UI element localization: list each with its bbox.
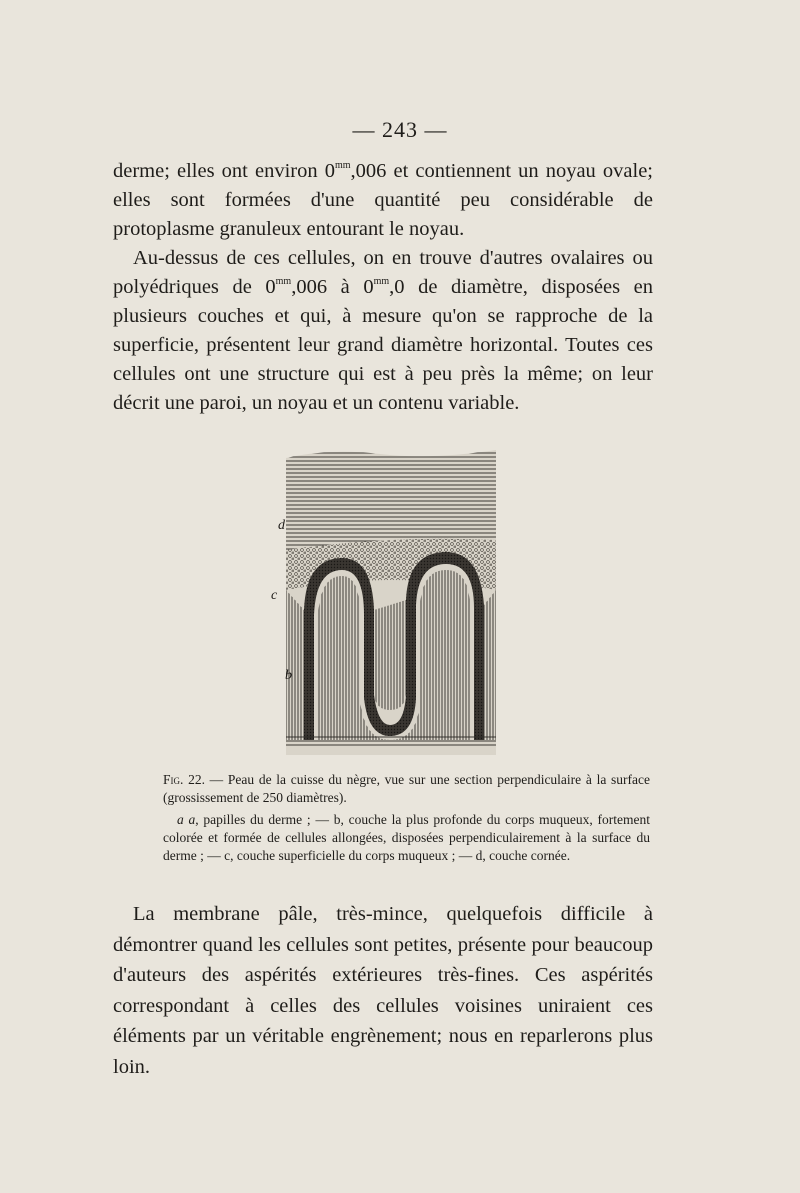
legend-text: , papilles du derme ; — b, couche la plus profonde du corps muqueux, fortement colorée et formée de cellules allongées, disposées perpendiculairement à la surface du derme ; — c, couche superficielle du corps muqueux ; — d, couche cornée. bbox=[163, 812, 650, 863]
para2-text-a: Au-dessus de ces cellules, on en trouve d'autres ovalaires ou polyédriques de 0 bbox=[113, 247, 653, 298]
para1-text-a: derme; elles ont environ 0 bbox=[113, 160, 335, 182]
paragraph-1 bbox=[113, 157, 653, 244]
body-text-top bbox=[113, 157, 653, 418]
unit-superscript: mm bbox=[334, 160, 351, 171]
figure-caption bbox=[163, 771, 650, 807]
page-number: — 243 — bbox=[352, 117, 448, 142]
paragraph-2 bbox=[113, 244, 653, 418]
figure-title: — Peau de la cuisse du nègre, vue sur une section perpendiculaire à la surface (grossissement de 250 diamètres). bbox=[163, 772, 650, 805]
figure-skin-section bbox=[270, 440, 502, 755]
paragraph-3: La membrane pâle, très-mince, quelquefois difficile à démontrer quand les cellules sont petites, présente pour beaucoup d'auteurs des aspérités extérieures très-fines. Ces aspérités correspondant à celles des cellules voisines uniraient ces éléments par un véritable engrènement; nous en reparlerons plus loin. bbox=[113, 903, 653, 1078]
para1-text-b: ,006 et contiennent un noyau ovale; elles sont formées d'une quantité peu considérable de protoplasme granuleux entourant le noyau. bbox=[113, 160, 653, 240]
figure-label-d: d bbox=[278, 518, 285, 533]
legend-key-a: a a bbox=[177, 812, 196, 827]
para2-text-c: ,0 de diamètre, disposées en plusieurs couches et qui, à mesure qu'on se rapproche de la superficie, présentent leur grand diamètre horizontal. Toutes ces cellules ont une structure qui est à peu près la même; on leur décrit une paroi, un noyau et un contenu variable. bbox=[113, 276, 653, 414]
figure-label-c: c bbox=[271, 588, 278, 603]
unit-superscript: mm bbox=[275, 276, 292, 287]
figure-number: Fig. 22. bbox=[163, 772, 205, 787]
para2-text-b: ,006 à 0 bbox=[291, 276, 374, 298]
figure-legend bbox=[163, 811, 650, 865]
figure-label-b: b bbox=[285, 668, 292, 683]
unit-superscript: mm bbox=[373, 276, 390, 287]
skin-section-engraving bbox=[270, 440, 502, 755]
body-text-bottom bbox=[113, 899, 653, 1082]
